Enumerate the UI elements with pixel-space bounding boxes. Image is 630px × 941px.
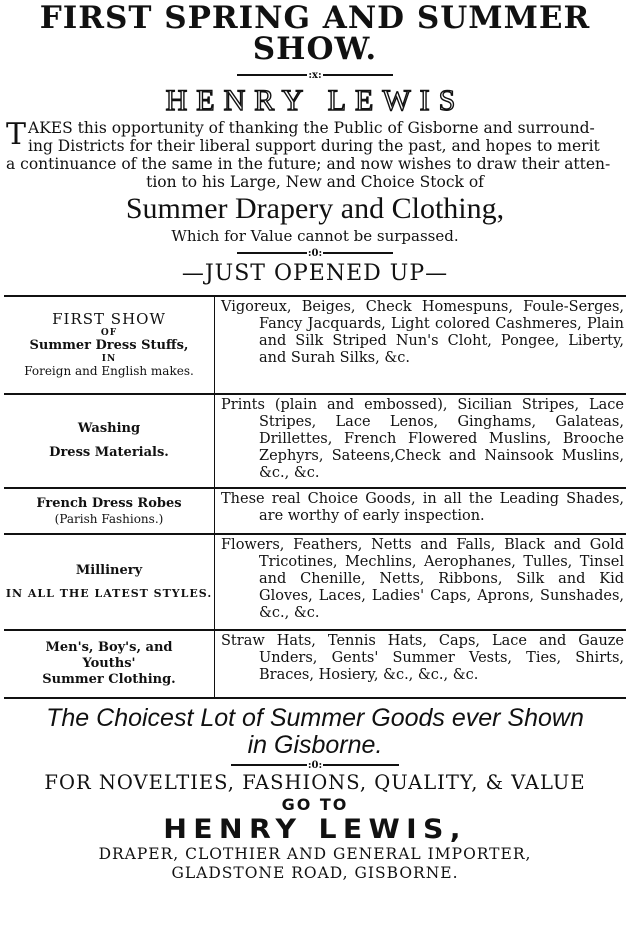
category-line: Youths' [82, 656, 136, 671]
subhead: Which for Value cannot be surpassed. [171, 227, 459, 245]
description-text: Prints (plain and embossed), Sicilian Stripes, Lace Stripes, Lace Lenos, Ginghams, Galateas, Drillettes, French Flowered Muslins, Brooche Zephyrs, Sateens,Check and Nainsook Muslins, &c., &c. [221, 397, 624, 481]
intro-line-1: AKES this opportunity of thanking the Public of Gisborne and surround- [28, 119, 595, 137]
title-line-2: SHOW. [252, 31, 378, 67]
rule [323, 764, 399, 766]
intro-line-3: a continuance of the same in the future; and now wishes to draw their atten- [6, 155, 611, 173]
rule [323, 252, 393, 254]
row-category [4, 631, 215, 697]
footer [0, 845, 630, 883]
row-description [215, 395, 626, 487]
title-line-1: FIRST SPRING AND SUMMER [39, 0, 591, 36]
merchant-name-top: HENRY LEWIS [165, 84, 465, 117]
headline: Summer Drapery and Clothing, [125, 192, 505, 225]
separator-mark: :0: [307, 247, 323, 259]
ad-title [0, 0, 630, 67]
description-text: Vigoreux, Beiges, Check Homespuns, Foule-Serges, Fancy Jacquards, Light colored Cashmeres, Plain and Silk Striped Nun's Cloht, Pongee, Liberty, and Surah Silks, &c. [221, 299, 624, 366]
table-row [4, 297, 626, 395]
separator-2 [0, 247, 630, 259]
go-to-line: GO TO [281, 795, 349, 814]
row-category [4, 535, 215, 629]
slogan-line-1: The Choicest Lot of Summer Goods ever Shown [46, 704, 584, 732]
row-category [4, 297, 215, 393]
category-line: Foreign and English makes. [24, 364, 194, 378]
separator-mark: :x: [308, 69, 322, 81]
category-line: Washing [77, 421, 141, 436]
category-line: Summer Clothing. [42, 672, 176, 687]
goods-table [4, 295, 626, 699]
separator-mark: :0: [307, 759, 323, 771]
separator-3 [0, 759, 630, 771]
slogan-line-2: in Gisborne. [247, 731, 383, 759]
table-row [4, 489, 626, 535]
intro-line-4: tion to his Large, New and Choice Stock of [146, 173, 484, 191]
category-line: (Parish Fashions.) [54, 511, 164, 526]
just-opened-heading: —JUST OPENED UP— [181, 261, 449, 286]
row-description [215, 489, 626, 533]
description-text: These real Choice Goods, in all the Leading Shades, are worthy of early inspection. [221, 491, 624, 524]
category-line: Millinery [75, 563, 143, 578]
row-description [215, 535, 626, 629]
footer-line-2: GLADSTONE ROAD, GISBORNE. [171, 864, 459, 882]
rule [237, 74, 307, 76]
rule [237, 252, 307, 254]
description-text: Flowers, Feathers, Netts and Falls, Black and Gold Tricotines, Mechlins, Aerophanes, Tulles, Tinsel and Chenille, Netts, Ribbons, Silk and Kid Gloves, Laces, Ladies' Caps, Aprons, Sunshades, &c., &c. [221, 537, 624, 621]
row-category [4, 395, 215, 487]
rule [231, 764, 307, 766]
category-line: Men's, Boy's, and [45, 640, 173, 655]
footer-line-1: DRAPER, CLOTHIER AND GENERAL IMPORTER, [98, 845, 532, 863]
drop-cap: T [6, 117, 27, 152]
category-line: Dress Materials. [49, 445, 169, 460]
category-line: IN [101, 354, 117, 364]
separator-1 [0, 69, 630, 81]
category-line: OF [100, 328, 118, 338]
choicest-slogan [0, 705, 630, 759]
category-line: IN ALL THE LATEST STYLES. [5, 587, 213, 600]
rule [323, 74, 393, 76]
novelties-line: FOR NOVELTIES, FASHIONS, QUALITY, & VALUE [44, 771, 586, 794]
row-category [4, 489, 215, 533]
category-line: French Dress Robes [36, 495, 182, 511]
row-description [215, 297, 626, 393]
table-row [4, 631, 626, 699]
intro-paragraph [0, 117, 630, 191]
description-text: Straw Hats, Tennis Hats, Caps, Lace and Gauze Unders, Gents' Summer Vests, Ties, Shirts, Braces, Hosiery, &c., &c., &c. [221, 633, 624, 683]
category-line: FIRST SHOW [52, 310, 166, 328]
row-description [215, 631, 626, 697]
category-line: Summer Dress Stuffs, [29, 338, 189, 353]
intro-line-2: ing Districts for their liberal support during the past, and hopes to merit [28, 137, 600, 155]
table-row [4, 535, 626, 631]
merchant-name-bottom: HENRY LEWIS, [163, 814, 467, 845]
table-row [4, 395, 626, 489]
